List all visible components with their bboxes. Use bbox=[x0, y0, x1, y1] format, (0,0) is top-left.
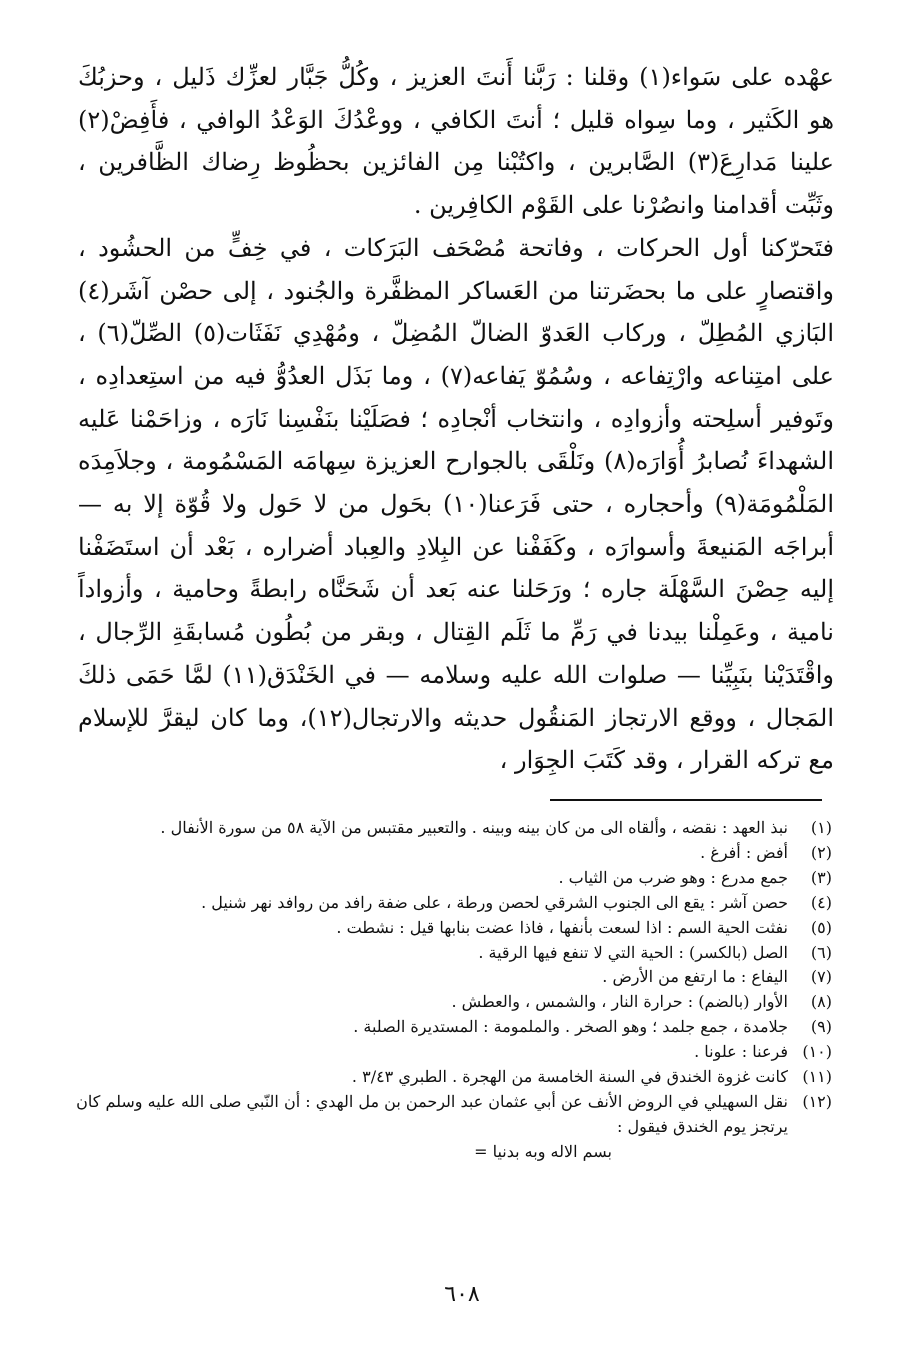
footnote-1 bbox=[70, 816, 832, 841]
footnote-number: (٧) bbox=[810, 967, 832, 987]
footnote-10 bbox=[70, 1040, 832, 1065]
footnote-4 bbox=[70, 891, 832, 916]
footnote-12 bbox=[70, 1090, 832, 1140]
footnote-number: (٨) bbox=[810, 992, 832, 1012]
footnote-number: (٢) bbox=[810, 842, 832, 862]
footnote-text: حصن آشر : يقع الى الجنوب الشرقي لحصن ورطة ، على ضفة رافد من روافد نهر شنيل . bbox=[201, 892, 788, 912]
footnote-text: اليفاع : ما ارتفع من الأرض . bbox=[602, 967, 788, 987]
footnote-text: كانت غزوة الخندق في السنة الخامسة من الهجرة . الطبري ٣/٤٣ . bbox=[351, 1067, 788, 1087]
main-text bbox=[78, 56, 834, 782]
page-number: ٦٠٨ bbox=[444, 1282, 480, 1307]
footnote-2 bbox=[70, 841, 832, 866]
footnote-3 bbox=[70, 866, 832, 891]
footnote-number: (١١) bbox=[802, 1067, 832, 1087]
footnote-number: (١٢) bbox=[802, 1091, 832, 1111]
paragraph-2: فتَحرّكنا أول الحركات ، وفاتحة مُصْحَف البَرَكات ، في خِفٍّ من الحشُود ، واقتصارٍ على ما بحضَرتنا من العَساكر المظفَّرة والجُنود ، إلى حصْن آشَر(٤) البَازي المُطِلّ ، وركاب العَدوّ الضالّ المُضِلّ ، ومُهْدِي نَفَثَات(٥) الصِّلّ(٦) ، على امتِناعه وارْتِفاعه ، وسُمُوّ يَفاعه(٧) ، وما بَذَل العدُوُّ فيه من استِعدادِه ، وتَوفير أسلِحته وأزوادِه ، وانتخاب أنْجادِه ؛ فصَلَيْنا بنَفْسِنا نَارَه ، وزاحَمْنا عَليه الشهداءَ نُصابرُ أُوَارَه(٨) ونَلْقَى بالجوارح العزيزة سِهامَه المَسْمُومة ، وجلاَمِدَه المَلْمُومَة(٩) وأحجاره ، حتى فَرَعنا(١٠) بحَول من لا حَول ولا قُوّة إلا به — أبراجَه المَنيعةَ وأسوارَه ، وكَفَفْنا عن البِلادِ والعِباد أضراره ، بَعْد أن استَضَفْنا إليه حِصْنَ السَّهْلَة جاره ؛ ورَحَلنا عنه بَعد أن شَحَنَّاه رابطةً وحامية ، وأزواداً نامية ، وعَمِلْنا بيدنا في رَمِّ ما ثَلَم القِتال ، وبقر من بُطُون مُسابقَةِ الرِّجال ، واقْتَدَيْنا بنَبِيِّنا — صلوات الله عليه وسلامه — في الخَنْدَق(١١) لمَّا حَمَى ذلكَ المَجال ، ووقع الارتجاز المَنقُول حديثه والارتجال(١٢)، وما كان ليقرَّ للإسلام مع تركه القرار ، وقد كَتَبَ الجِوَار ، bbox=[78, 233, 835, 775]
footnote-verse-text: بسم الاله وبه بدنيا = bbox=[474, 1141, 612, 1161]
footnote-text: جمع مدرع : وهو ضرب من الثياب . bbox=[558, 867, 788, 887]
footnote-6 bbox=[70, 941, 832, 966]
footnote-11 bbox=[70, 1065, 832, 1090]
footnote-5 bbox=[70, 916, 832, 941]
footnote-text: أفض : أفرغ . bbox=[700, 842, 788, 862]
footnote-verse bbox=[70, 1140, 832, 1165]
paragraph-1: عهْده على سَواء(١) وقلنا : رَبَّنا أَنتَ العزيز ، وكُلُّ جَبَّار لعزِّك ذَليل ، وحزبُكَ هو الكَثير ، وما سِواه قليل ؛ أنتَ الكافي ، ووعْدُكَ الوَعْدُ الوافي ، فأَفِضْ(٢) علينا مَدارِعَ(٣) الصَّابرين ، واكتُبْنا مِن الفائزين بحظُوظ رِضاك الظَّافرين ، وثَبِّت أقدامنا وانصُرْنا على القَوْم الكافِرين . bbox=[78, 63, 835, 220]
footnote-text: نقل السهيلي في الروض الأنف عن أبي عثمان عبد الرحمن بن مل الهدي : أن النّبي صلى الله عليه وسلم كان يرتجز يوم الخندق فيقول : bbox=[76, 1091, 788, 1136]
footnote-number: (٦) bbox=[810, 942, 832, 962]
footnote-number: (١٠) bbox=[802, 1042, 832, 1062]
footnote-number: (٣) bbox=[810, 867, 832, 887]
footnote-text: فرعنا : علونا . bbox=[694, 1042, 788, 1062]
footnote-text: نبذ العهد : نقضه ، وألقاه الى من كان بينه وبينه . والتعبير مقتبس من الآية ٥٨ من سورة الأنفال . bbox=[160, 818, 788, 837]
footnote-text: نفثت الحية السم : اذا لسعت بأنفها ، فاذا عضت بنابها قيل : نشطت . bbox=[336, 917, 788, 937]
footnote-divider bbox=[550, 799, 822, 801]
footnote-text: الأوار (بالضم) : حرارة النار ، والشمس ، والعطش . bbox=[451, 992, 788, 1012]
footnote-9 bbox=[70, 1015, 832, 1040]
footnotes bbox=[70, 816, 832, 1165]
footnote-number: (١) bbox=[810, 818, 832, 837]
footnote-text: جلامدة ، جمع جلمد ؛ وهو الصخر . والملمومة : المستديرة الصلبة . bbox=[353, 1017, 788, 1037]
footnote-7 bbox=[70, 965, 832, 990]
footnote-number: (٤) bbox=[810, 892, 832, 912]
footnote-number: (٥) bbox=[810, 917, 832, 937]
footnote-text: الصل (بالكسر) : الحية التي لا تنفع فيها الرقية . bbox=[478, 942, 788, 962]
footnote-8 bbox=[70, 990, 832, 1015]
footnote-number: (٩) bbox=[810, 1017, 832, 1037]
